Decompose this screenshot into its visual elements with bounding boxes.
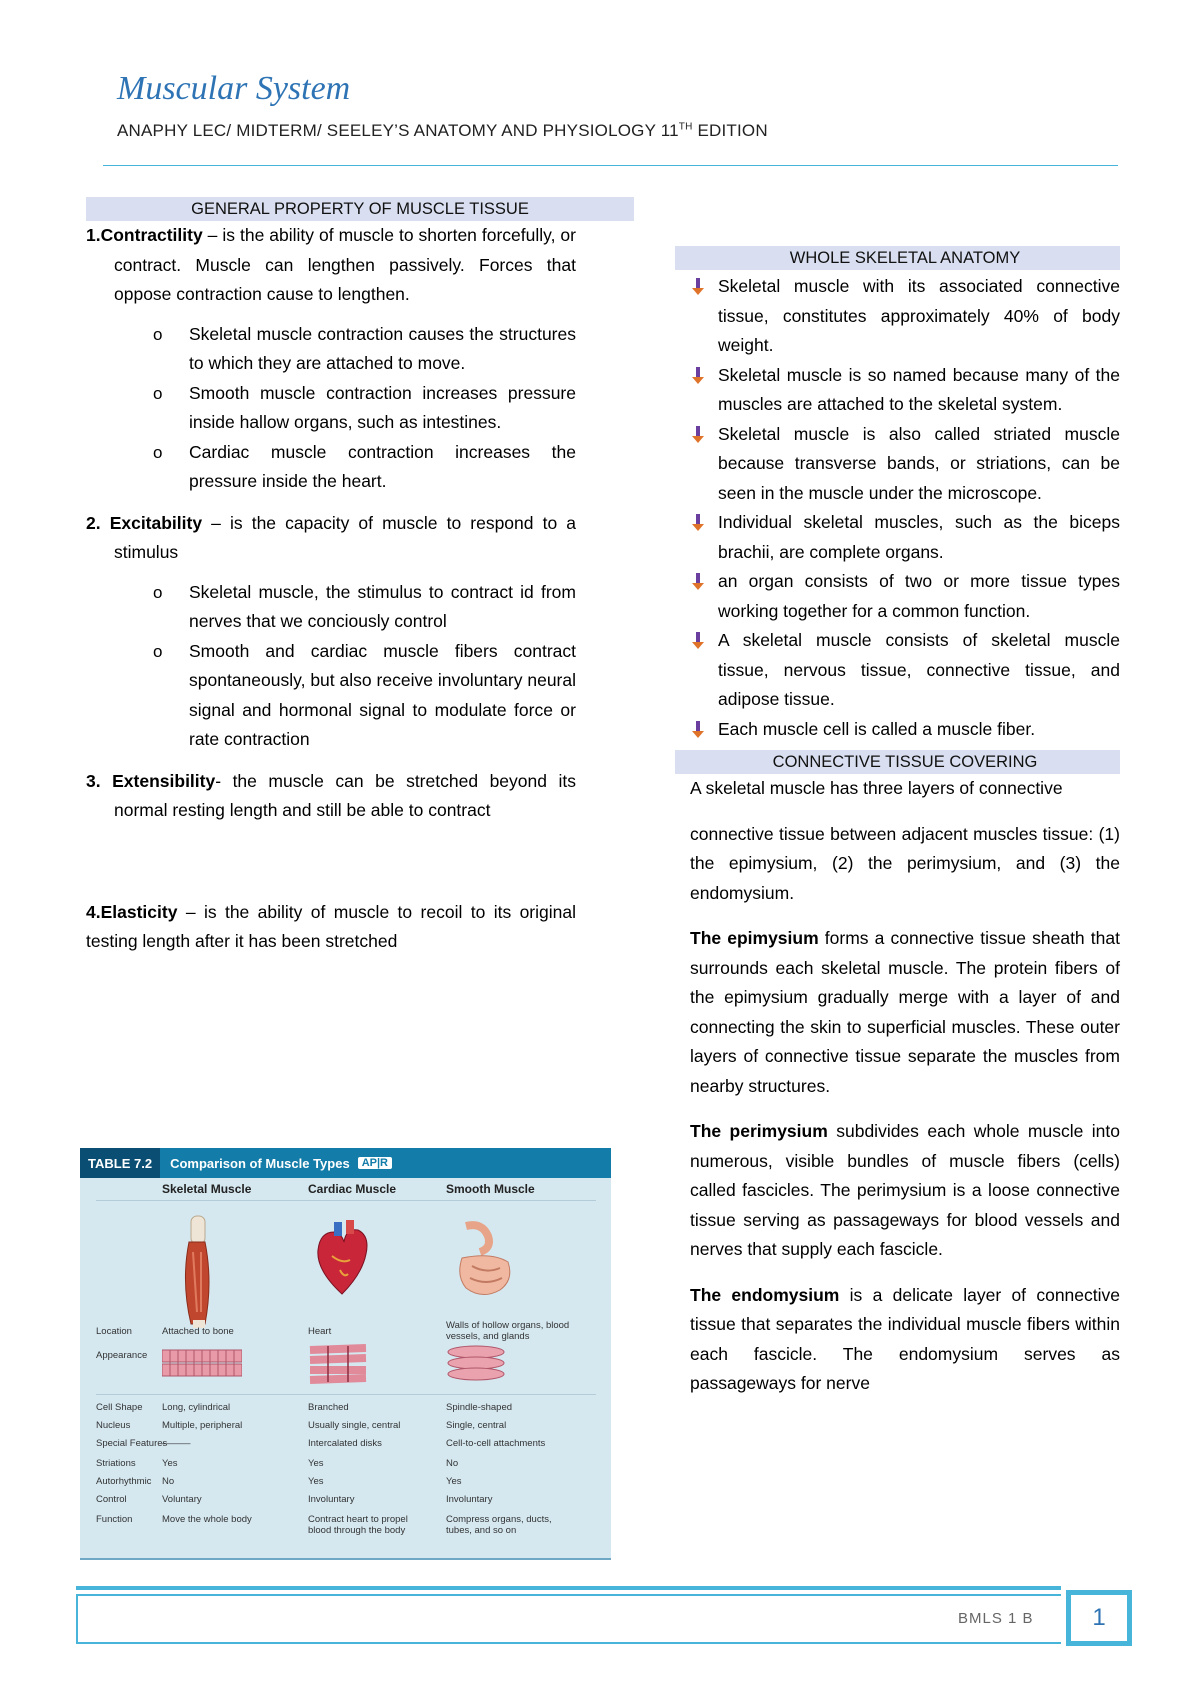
property-extensibility (86, 767, 576, 826)
cell: Compress organs, ducts, tubes, and so on (446, 1514, 552, 1536)
cell-smooth-location: Walls of hollow organs, blood vessels, and glands (446, 1320, 570, 1342)
list-text: Skeletal muscle with its associated connective tissue, constitutes approximately 40% of body weight. (718, 276, 1120, 355)
def-extensibility: - the muscle can be stretched beyond its normal resting length and still be able to contract (114, 770, 576, 820)
bullet-text: Skeletal muscle contraction causes the structures to which they are attached to move. (189, 323, 576, 373)
list-item (86, 379, 576, 438)
list-item (86, 438, 576, 497)
row-label-special-features: Special Features (96, 1438, 168, 1449)
section-heading-general-property: GENERAL PROPERTY OF MUSCLE TISSUE (86, 197, 634, 221)
list-text: Skeletal muscle is so named because many of the muscles are attached to the skeletal system. (718, 364, 1120, 414)
list-text: Each muscle cell is called a muscle fiber. (718, 718, 1036, 739)
row-label-cell-shape: Cell Shape (96, 1402, 143, 1413)
footer-class-label: BMLS 1 B (958, 1610, 1034, 1627)
skeletal-tissue-illustration (162, 1346, 242, 1382)
row-label-control: Control (96, 1494, 127, 1505)
cardiac-tissue-illustration (308, 1344, 368, 1384)
cell: Branched (308, 1402, 349, 1413)
cell: Multiple, peripheral (162, 1420, 243, 1431)
footer-rule (76, 1586, 1061, 1590)
subtitle-main: ANAPHY LEC/ MIDTERM/ SEELEY’S ANATOMY AND PHYSIOLOGY 11 (117, 121, 679, 140)
cell: Involuntary (446, 1494, 493, 1505)
apr-badge: AP|R (358, 1157, 392, 1169)
bullet-text: Smooth and cardiac muscle fibers contract spontaneously, but also receive involuntary neural signal and hormonal signal to modulate force or rate contraction (189, 640, 576, 749)
cell: Yes (162, 1458, 178, 1469)
term-perimysium: The perimysium (690, 1121, 828, 1141)
term-extensibility: Extensibility (112, 770, 216, 791)
row-label-nucleus: Nucleus (96, 1420, 131, 1431)
term-excitability: Excitability (109, 512, 203, 533)
list-item (86, 637, 576, 755)
row-label-autorhythmic: Autorhythmic (96, 1476, 152, 1487)
def-endomysium: is a delicate layer of connective tissue that separates the individual muscle fibers within each fascicle. The endomysium serves as passageways for nerve (690, 1284, 1120, 1393)
list-text: Individual skeletal muscles, such as the biceps brachii, are complete organs. (718, 512, 1120, 562)
list-item (690, 626, 1120, 715)
list-item (690, 567, 1120, 626)
subtitle-end: EDITION (692, 121, 768, 140)
list-text: Skeletal muscle is also called striated muscle because transverse bands, or striations, can be seen in the muscle under the microscope. (718, 423, 1120, 503)
arrow-bullet-icon (690, 514, 706, 532)
list-item (86, 578, 576, 637)
epimysium-paragraph (690, 924, 1120, 1101)
list-item (690, 420, 1120, 509)
row-label-striations: Striations (96, 1458, 136, 1469)
anatomy-list (690, 272, 1120, 744)
term-endomysium: The endomysium (690, 1284, 840, 1305)
circle-bullet-icon: o (153, 324, 163, 344)
cell: Intercalated disks (308, 1438, 382, 1449)
term-contractility: 1.Contractility (86, 225, 203, 245)
def-perimysium: subdivides each whole muscle into numerous, visible bundles of muscle fibers (cells) called fascicles. The perimysium is a loose connective tissue serving as passageways for blood vessels and nerves that supply each fascicle. (690, 1121, 1120, 1259)
property-elasticity (86, 898, 576, 957)
table-number: TABLE 7.2 (80, 1148, 160, 1178)
row-label-function: Function (96, 1514, 133, 1525)
connective-intro: A skeletal muscle has three layers of connective (690, 778, 1063, 798)
left-column (86, 197, 576, 957)
cell: Involuntary (308, 1494, 355, 1505)
def-elasticity: – is the ability of muscle to recoil to its original testing length after it has been stretched (86, 901, 576, 951)
cell: Yes (446, 1476, 462, 1487)
arrow-bullet-icon (690, 367, 706, 385)
cell: Cell-to-cell attachments (446, 1438, 546, 1449)
document-subtitle (117, 121, 768, 141)
circle-bullet-icon: o (153, 641, 163, 661)
circle-bullet-icon: o (153, 383, 163, 403)
arm-muscle-illustration (175, 1212, 225, 1330)
property-excitability (86, 509, 576, 568)
section-heading-connective-tissue: CONNECTIVE TISSUE COVERING (675, 750, 1120, 774)
cell: Usually single, central (308, 1420, 401, 1431)
figure-header (80, 1148, 611, 1178)
cell: Move the whole body (162, 1514, 252, 1525)
col-head-skeletal: Skeletal Muscle (162, 1182, 252, 1196)
cell: Single, central (446, 1420, 507, 1431)
section-heading-whole-skeletal-anatomy: WHOLE SKELETAL ANATOMY (675, 246, 1120, 270)
spacer (86, 826, 576, 898)
endomysium-paragraph (690, 1281, 1120, 1399)
cell-skeletal-location: Attached to bone (162, 1326, 234, 1337)
cell-cardiac-location: Heart (308, 1326, 332, 1337)
row-label-appearance: Appearance (96, 1350, 148, 1361)
cell: Contract heart to propel blood through the body (308, 1514, 408, 1536)
list-item (690, 272, 1120, 361)
right-column (690, 246, 1120, 1399)
row-label-location: Location (96, 1326, 132, 1337)
cell: Voluntary (162, 1494, 202, 1505)
figure-rule (96, 1394, 596, 1395)
bullet-text: Cardiac muscle contraction increases the pressure inside the heart. (189, 441, 576, 491)
def-epimysium: forms a connective tissue sheath that surrounds each skeletal muscle. The protein fibers of the epimysium gradually merge with a layer of and connecting the skin to superficial muscles. These outer layers of connective tissue separate the muscles from nearby structures. (690, 928, 1120, 1096)
def-excitability: – is the capacity of muscle to respond to a stimulus (114, 512, 576, 562)
list-item (690, 508, 1120, 567)
list-item (86, 320, 576, 379)
num-extensibility: 3. (86, 770, 113, 791)
arrow-bullet-icon (690, 426, 706, 444)
comparison-table-figure (80, 1148, 611, 1560)
list-item (690, 361, 1120, 420)
heart-illustration (312, 1220, 372, 1298)
page-number: 1 (1092, 1604, 1106, 1631)
intestine-illustration (452, 1218, 522, 1310)
header-divider (103, 165, 1118, 166)
term-epimysium: The epimysium (690, 928, 819, 948)
list-text: an organ consists of two or more tissue types working together for a common function. (718, 571, 1120, 621)
bullet-text: Smooth muscle contraction increases pressure inside hallow organs, such as intestines. (189, 382, 576, 432)
perimysium-paragraph (690, 1117, 1120, 1265)
num-excitability: 2. (86, 512, 110, 533)
footer-frame (76, 1594, 1061, 1644)
circle-bullet-icon: o (153, 582, 163, 602)
cell: Yes (308, 1476, 324, 1487)
arrow-bullet-icon (690, 573, 706, 591)
document-title: Muscular System (117, 70, 351, 107)
contractility-bullets (86, 320, 576, 497)
list-item (690, 715, 1120, 745)
cell: No (162, 1476, 175, 1487)
bullet-text: Skeletal muscle, the stimulus to contract id from nerves that we conciously control (189, 581, 576, 631)
arrow-bullet-icon (690, 721, 706, 739)
arrow-bullet-icon (690, 278, 706, 296)
figure-rule (96, 1200, 596, 1201)
term-elasticity: 4.Elasticity (86, 901, 178, 922)
connective-continuation: connective tissue between adjacent muscles tissue: (1) the epimysium, (2) the perimysium, and (3) the endomysium. (690, 823, 1120, 903)
col-head-smooth: Smooth Muscle (446, 1182, 535, 1196)
list-text: A skeletal muscle consists of skeletal muscle tissue, nervous tissue, connective tissue, and adipose tissue. (718, 630, 1120, 709)
table-title: Comparison of Muscle Types (170, 1155, 350, 1171)
circle-bullet-icon: o (153, 442, 163, 462)
smooth-tissue-illustration (446, 1344, 506, 1382)
col-head-cardiac: Cardiac Muscle (308, 1182, 397, 1196)
cell: Long, cylindrical (162, 1402, 231, 1413)
page-number-box (1066, 1590, 1132, 1646)
excitability-bullets (86, 578, 576, 755)
def-contractility: – is the ability of muscle to shorten forcefully, or contract. Muscle can lengthen passively. Forces that oppose contraction cause to lengthen. (114, 225, 576, 304)
cell: Spindle-shaped (446, 1402, 513, 1413)
arrow-bullet-icon (690, 632, 706, 650)
cell: ——— (162, 1438, 191, 1449)
property-contractility (86, 221, 576, 310)
cell: Yes (308, 1458, 324, 1469)
subtitle-superscript: TH (678, 121, 693, 133)
cell: No (446, 1458, 459, 1469)
